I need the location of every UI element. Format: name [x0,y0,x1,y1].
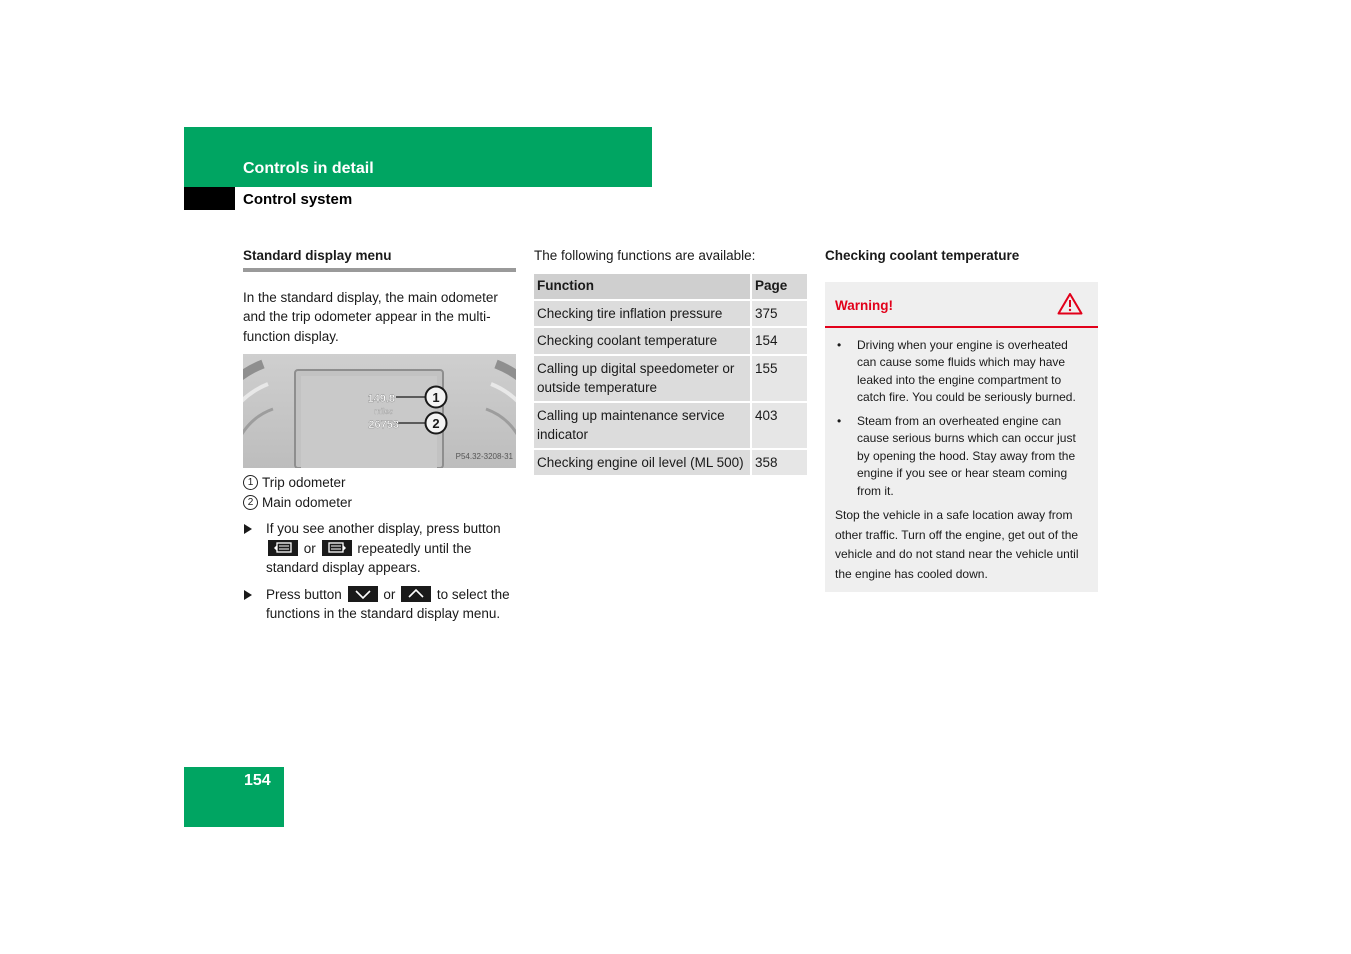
step-text: If you see another display, press button [266,521,501,536]
functions-table [534,274,807,476]
table-row [534,326,807,354]
table-header-row [534,274,807,299]
bullet-dot: • [837,337,842,352]
legend-label: Trip odometer [262,475,346,490]
standard-display-heading: Standard display menu [243,246,516,272]
callout-2: 2 [432,416,440,431]
step-arrow-icon [244,524,252,534]
page-cell: 155 [750,354,807,401]
column-header-page: Page [750,274,807,299]
display-back-button-icon [268,540,298,556]
function-cell: Calling up maintenance service indicator [534,401,750,448]
page-cell: 358 [750,448,807,476]
page-cell: 403 [750,401,807,448]
header-band [184,127,652,187]
warning-title: Warning! [835,297,893,313]
step-arrow-icon [244,590,252,600]
table-row [534,448,807,476]
legend-item-trip [243,473,516,493]
function-cell: Checking engine oil level (ML 500) [534,448,750,476]
functions-intro: The following functions are available: [534,248,756,263]
warning-text: Steam from an overheated engine can cause serious burns which can occur just by opening the hood. Stay away from the engine if you see or hear steam coming from it. [857,413,1076,498]
scroll-down-button-icon [348,586,378,602]
page-number: 154 [244,772,271,789]
coolant-heading: Checking coolant temperature [825,248,1020,263]
warning-text: Driving when your engine is overheated can cause some fluids which may have leaked into the engine compartment to catch fire. You could be seriously burned. [857,337,1076,404]
step-text: Press button [266,586,342,602]
page-cell: 154 [750,326,807,354]
subsection-title: Control system [243,191,353,208]
step-text: or [383,586,396,602]
legend-number: 1 [243,475,258,490]
legend-label: Main odometer [262,494,353,510]
figure-code: P54.32-3208-31 [455,451,513,461]
table-row [534,401,807,448]
warning-note: Stop the vehicle in a safe location away from other traffic. Turn off the engine, get out of the vehicle and do not stand near the vehicle until the engine has cooled down. [835,508,1079,581]
right-column [825,246,1098,592]
warning-header [825,282,1098,328]
section-marker [184,187,235,210]
trip-odometer-value: 149.8 [367,393,395,405]
legend-item-main [243,493,516,513]
step-text: to select the functions in the standard display menu. [266,586,510,621]
intro-paragraph: In the standard display, the main odometer and the trip odometer appear in the multi-function display. [243,289,498,344]
function-cell: Calling up digital speedometer or outside temperature [534,354,750,401]
section-title: Controls in detail [243,160,374,177]
instrument-cluster-figure [243,354,516,468]
warning-bullet [835,413,1088,501]
middle-column [534,246,807,475]
table-row [534,299,807,327]
scroll-up-button-icon [401,586,431,602]
odometer-unit: miles [374,407,393,416]
main-odometer-value: 26753 [368,419,399,431]
instruction-step [243,585,516,624]
function-cell: Checking tire inflation pressure [534,299,750,327]
left-column [243,246,516,624]
warning-box [825,282,1098,593]
bullet-dot: • [837,413,842,428]
warning-triangle-icon [1057,292,1083,321]
instruction-step [243,519,516,578]
column-header-function: Function [534,274,750,299]
table-row [534,354,807,401]
warning-bullet [835,337,1088,407]
legend-number: 2 [243,495,258,510]
step-text: or [303,540,316,556]
step-text: repeatedly until the standard display appears. [266,540,472,575]
callout-1: 1 [432,390,440,405]
page-cell: 375 [750,299,807,327]
function-cell: Checking coolant temperature [534,326,750,354]
display-forward-button-icon [322,540,352,556]
warning-list [825,328,1098,501]
